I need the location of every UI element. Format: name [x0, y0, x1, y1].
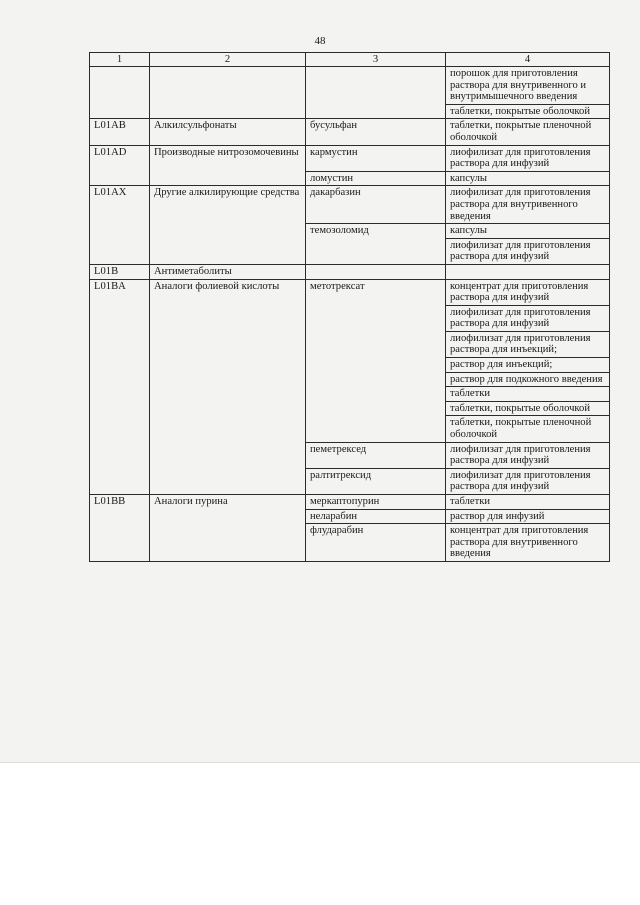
dosage-form-cell: раствор для инфузий	[446, 509, 610, 524]
drug-name-cell	[306, 67, 446, 119]
dosage-form-cell: лиофилизат для приготовления раствора для инъекций;	[446, 331, 610, 357]
drug-classification-table	[89, 52, 610, 562]
atc-code-cell: L01AX	[90, 186, 150, 265]
drug-name-cell: кармустин	[306, 145, 446, 171]
table-row	[90, 186, 610, 224]
group-name-cell: Аналоги фолиевой кислоты	[150, 279, 306, 495]
dosage-form-cell: капсулы	[446, 224, 610, 239]
drug-name-cell: бусульфан	[306, 119, 446, 145]
column-header: 1	[90, 53, 150, 67]
dosage-form-cell: таблетки	[446, 495, 610, 510]
dosage-form-cell: таблетки	[446, 387, 610, 402]
group-name-cell: Алкилсульфонаты	[150, 119, 306, 145]
drug-name-cell: неларабин	[306, 509, 446, 524]
drug-name-cell: ралтитрексид	[306, 468, 446, 494]
dosage-form-cell: раствор для инъекций;	[446, 358, 610, 373]
group-name-cell: Антиметаболиты	[150, 264, 306, 279]
header-row	[90, 53, 610, 67]
column-header: 4	[446, 53, 610, 67]
dosage-form-cell: капсулы	[446, 171, 610, 186]
group-name-cell: Аналоги пурина	[150, 495, 306, 562]
dosage-form-cell: раствор для подкожного введения	[446, 372, 610, 387]
column-header: 3	[306, 53, 446, 67]
dosage-form-cell	[446, 264, 610, 279]
group-name-cell	[150, 67, 306, 119]
table-row	[90, 67, 610, 105]
table-row	[90, 495, 610, 510]
atc-code-cell: L01B	[90, 264, 150, 279]
table-row	[90, 119, 610, 145]
atc-code-cell: L01AB	[90, 119, 150, 145]
column-header: 2	[150, 53, 306, 67]
drug-name-cell: ломустин	[306, 171, 446, 186]
page-number: 48	[314, 35, 326, 47]
group-name-cell: Другие алкилирующие средства	[150, 186, 306, 265]
dosage-form-cell: таблетки, покрытые пленочной оболочкой	[446, 119, 610, 145]
dosage-form-cell: лиофилизат для приготовления раствора для инфузий	[446, 145, 610, 171]
group-name-cell: Производные нитрозомочевины	[150, 145, 306, 186]
dosage-form-cell: концентрат для приготовления раствора для инфузий	[446, 279, 610, 305]
dosage-form-cell: лиофилизат для приготовления раствора для инфузий	[446, 442, 610, 468]
dosage-form-cell: концентрат для приготовления раствора для внутривенного введения	[446, 524, 610, 562]
dosage-form-cell: порошок для приготовления раствора для внутривенного и внутримышечного введения	[446, 67, 610, 105]
dosage-form-cell: таблетки, покрытые оболочкой	[446, 401, 610, 416]
drug-name-cell: пеметрексед	[306, 442, 446, 468]
atc-code-cell	[90, 67, 150, 119]
dosage-form-cell: таблетки, покрытые пленочной оболочкой	[446, 416, 610, 442]
atc-code-cell: L01AD	[90, 145, 150, 186]
dosage-form-cell: лиофилизат для приготовления раствора для инфузий	[446, 305, 610, 331]
atc-code-cell: L01BB	[90, 495, 150, 562]
table-row	[90, 145, 610, 171]
dosage-form-cell: таблетки, покрытые оболочкой	[446, 104, 610, 119]
drug-name-cell: темозоломид	[306, 224, 446, 265]
drug-name-cell: метотрексат	[306, 279, 446, 442]
dosage-form-cell: лиофилизат для приготовления раствора для инфузий	[446, 468, 610, 494]
table-row	[90, 264, 610, 279]
drug-name-cell: флударабин	[306, 524, 446, 562]
drug-name-cell: меркаптопурин	[306, 495, 446, 510]
drug-name-cell	[306, 264, 446, 279]
dosage-form-cell: лиофилизат для приготовления раствора для инфузий	[446, 238, 610, 264]
table-row	[90, 279, 610, 305]
dosage-form-cell: лиофилизат для приготовления раствора для внутривенного введения	[446, 186, 610, 224]
atc-code-cell: L01BA	[90, 279, 150, 495]
drug-name-cell: дакарбазин	[306, 186, 446, 224]
